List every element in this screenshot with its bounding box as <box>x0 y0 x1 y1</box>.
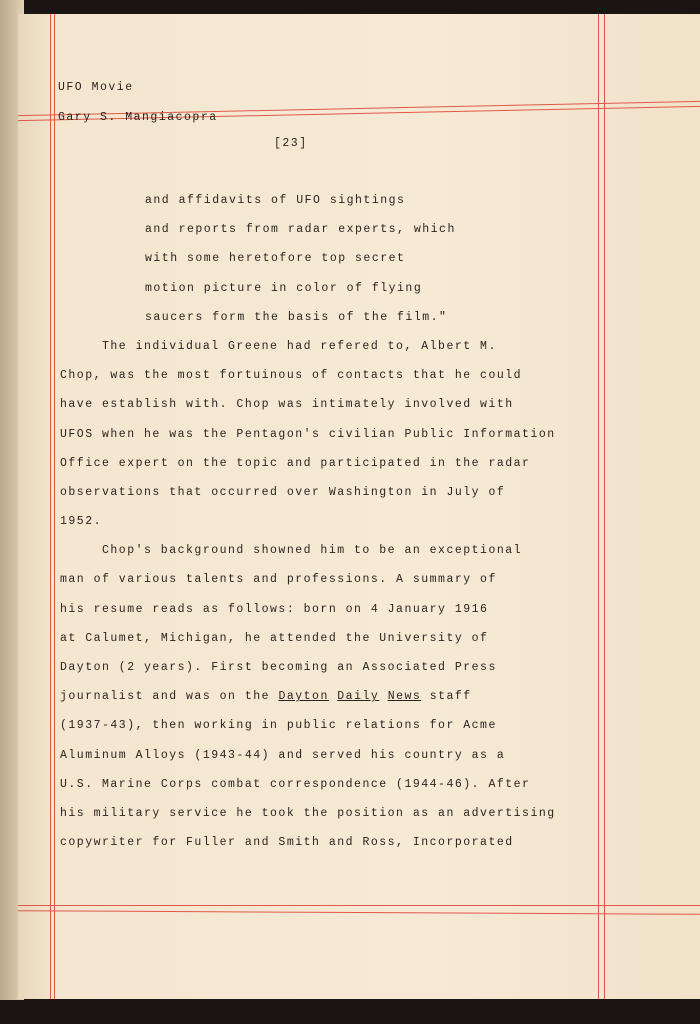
quote-line: and affidavits of UFO sightings <box>145 194 406 207</box>
quote-line: saucers form the basis of the film." <box>145 310 448 324</box>
paragraph-line: at Calumet, Michigan, he attended the University of <box>60 631 489 645</box>
paragraph-line: Dayton (2 years). First becoming an Associated Press <box>60 661 497 674</box>
paragraph-line: copywriter for Fuller and Smith and Ross, Incorporated <box>60 836 514 850</box>
quote-line: and reports from radar experts, which <box>145 223 456 237</box>
paragraph-line: observations that occurred over Washington in July of <box>60 485 506 499</box>
quote-line: motion picture in color of flying <box>145 281 423 295</box>
paragraph-line: Aluminum Alloys (1943-44) and served his country as a <box>60 748 506 762</box>
paragraph-line: his military service he took the position as an advertising <box>60 806 556 820</box>
newspaper-title-daily: Daily <box>337 690 380 704</box>
page-number: [23] <box>274 137 308 150</box>
document-title: UFO Movie <box>58 81 134 94</box>
paragraph-line: UFOS when he was the Pentagon's civilian Public Information <box>60 427 556 441</box>
text-segment: staff <box>421 690 472 704</box>
text-segment: journalist and was on the <box>60 690 279 704</box>
paragraph-line: Chop's background showned him to be an exceptional <box>102 544 523 558</box>
paragraph-line: Office expert on the topic and participated in the radar <box>60 456 531 470</box>
paragraph-line: his resume reads as follows: born on 4 January 1916 <box>60 602 489 616</box>
newspaper-title-dayton: Dayton <box>278 690 329 704</box>
paragraph-line: (1937-43), then working in public relations for Acme <box>60 719 497 733</box>
margin-line-bottom <box>18 905 700 906</box>
paragraph-line: U.S. Marine Corps combat correspondence (1944-46). After <box>60 777 531 791</box>
body-text <box>0 190 700 861</box>
paragraph-line: man of various talents and professions. A summary of <box>60 573 497 587</box>
quote-line: with some heretofore top secret <box>145 252 406 266</box>
author-name: Gary S. Mangiacopra <box>58 111 218 124</box>
newspaper-title-news: News <box>387 690 422 704</box>
paragraph-line: 1952. <box>60 515 103 529</box>
paragraph-line: The individual Greene had refered to, Albert M. <box>102 339 497 353</box>
paragraph-line: Chop, was the most fortuinous of contacts that he could <box>60 369 523 383</box>
paragraph-line: have establish with. Chop was intimately involved with <box>60 398 514 412</box>
paragraph-line <box>0 686 700 715</box>
